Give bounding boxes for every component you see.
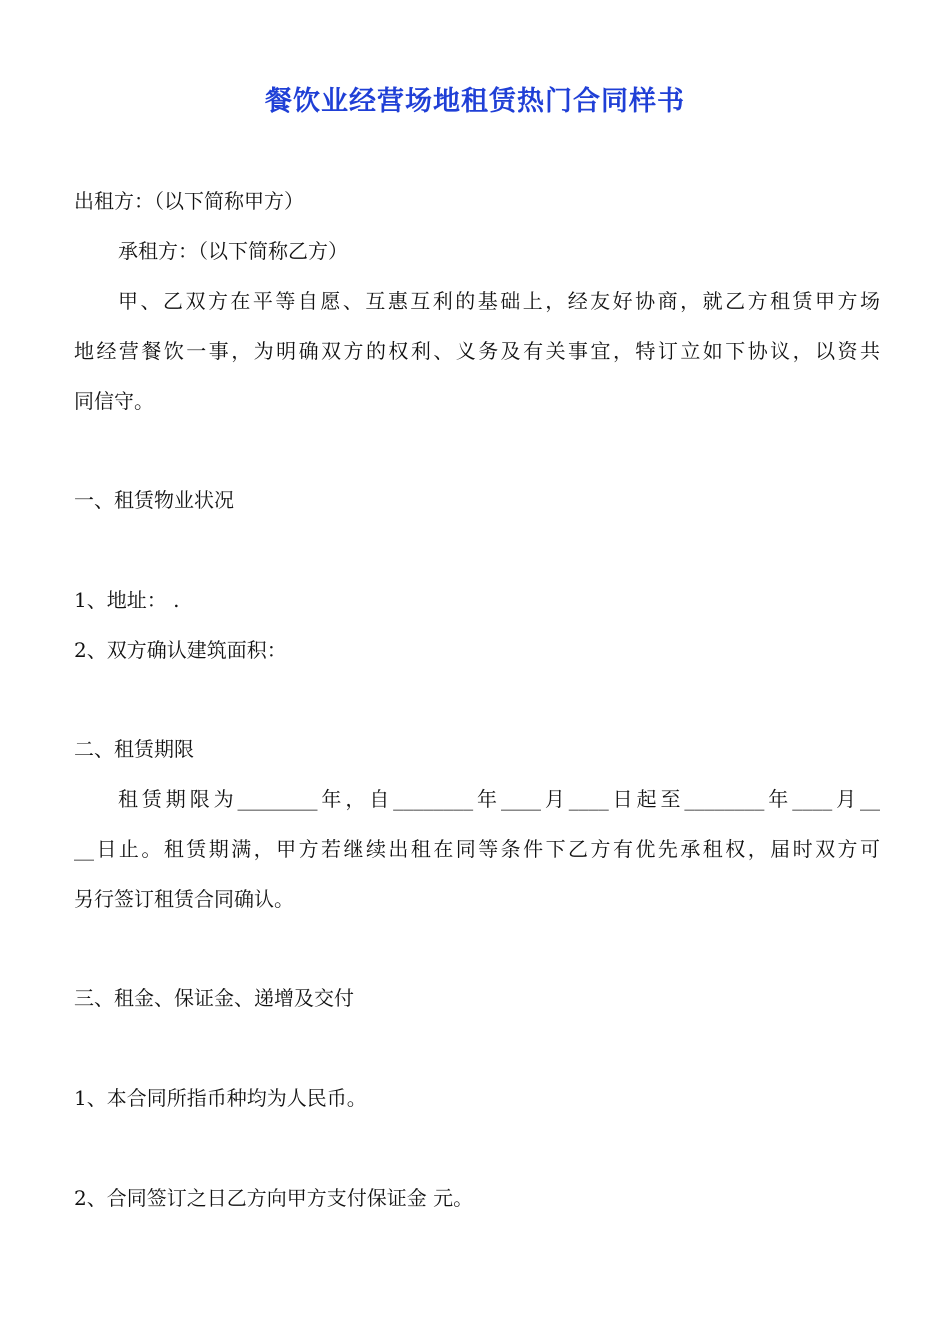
lessee-line: 承租方：（以下简称乙方） xyxy=(118,239,348,263)
document-title: 餐饮业经营场地租赁热门合同样书 xyxy=(265,86,685,117)
intro-paragraph-line: 同信守。 xyxy=(74,389,154,413)
section-heading-term: 二、租赁期限 xyxy=(74,737,194,761)
lessor-line: 出租方：（以下简称甲方） xyxy=(74,189,304,213)
property-area-item: 2、双方确认建筑面积： xyxy=(74,638,287,662)
intro-paragraph-line: 甲、乙双方在平等自愿、互惠互利的基础上，经友好协商，就乙方租赁甲方场 xyxy=(118,289,880,313)
term-paragraph-line: __日止。租赁期满，甲方若继续出租在同等条件下乙方有优先承租权，届时双方可 xyxy=(74,837,880,861)
term-paragraph-line: 另行签订租赁合同确认。 xyxy=(74,887,294,911)
section-heading-property: 一、租赁物业状况 xyxy=(74,488,234,512)
intro-paragraph-line: 地经营餐饮一事，为明确双方的权利、义务及有关事宜，特订立如下协议，以资共 xyxy=(74,339,880,363)
section-heading-rent: 三、租金、保证金、递增及交付 xyxy=(74,986,354,1010)
property-address-item: 1、地址： . xyxy=(74,588,180,612)
rent-deposit-item: 2、合同签订之日乙方向甲方支付保证金 元。 xyxy=(74,1186,474,1210)
term-paragraph-line: 租赁期限为________年，自________年____月____日起至________年____月__ xyxy=(118,787,880,811)
rent-currency-item: 1、本合同所指币种均为人民币。 xyxy=(74,1086,367,1110)
